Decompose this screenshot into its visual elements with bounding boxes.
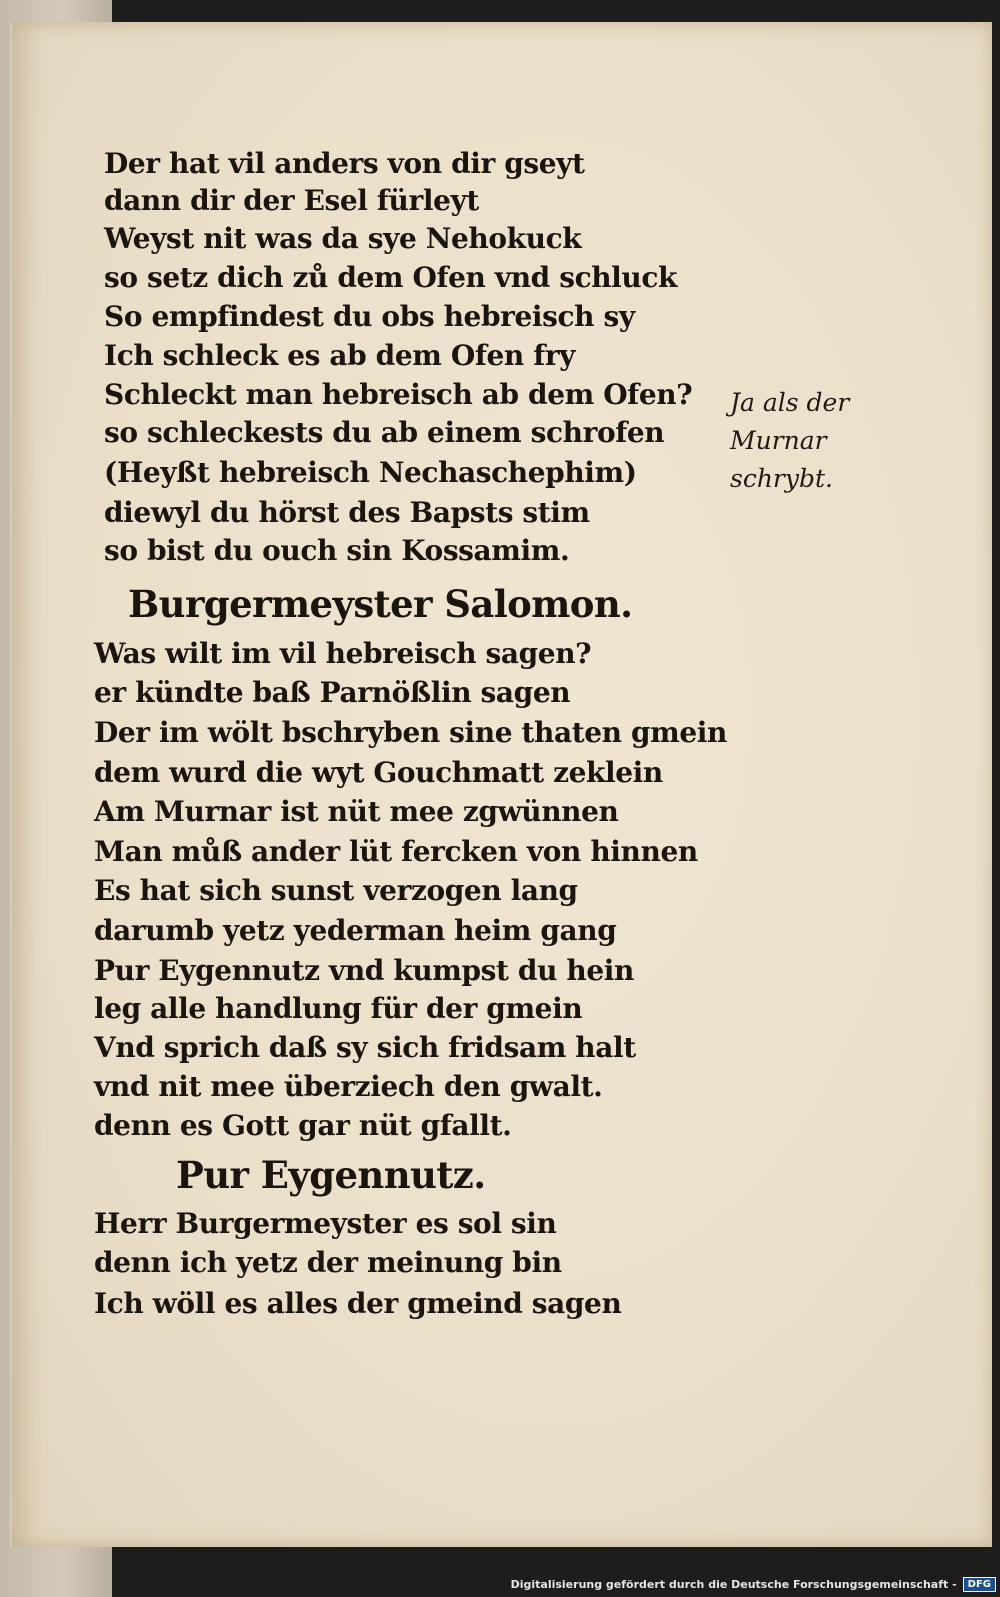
marginal-note-line: Murnar — [730, 426, 827, 455]
text-line: Schleckt man hebreisch ab dem Ofen? — [104, 378, 693, 411]
text-line: So empfindest du obs hebreisch sy — [104, 300, 635, 333]
text-line: vnd nit mee überziech den gwalt. — [94, 1070, 603, 1103]
text-line: Pur Eygennutz vnd kumpst du hein — [94, 954, 634, 987]
marginal-note-line: schrybt. — [730, 464, 834, 493]
text-line: denn ich yetz der meinung bin — [94, 1246, 562, 1279]
text-line: dem wurd die wyt Gouchmatt zeklein — [94, 756, 663, 789]
text-line: Ich wöll es alles der gmeind sagen — [94, 1287, 622, 1320]
digitization-credit — [511, 1573, 996, 1595]
text-line: so bist du ouch sin Kossamim. — [104, 534, 570, 567]
speaker-heading: Pur Eygennutz. — [176, 1153, 486, 1197]
text-line: er kündte baß Parnößlin sagen — [94, 676, 571, 709]
text-line: Es hat sich sunst verzogen lang — [94, 874, 578, 907]
text-line: Der im wölt bschryben sine thaten gmein — [94, 716, 727, 749]
text-line: Der hat vil anders von dir gseyt — [104, 147, 585, 180]
text-line: Man můß ander lüt fercken von hinnen — [94, 835, 698, 868]
text-line: dann dir der Esel fürleyt — [104, 184, 479, 217]
text-line: Vnd sprich daß sy sich fridsam halt — [94, 1031, 636, 1064]
text-line: Was wilt im vil hebreisch sagen? — [94, 637, 592, 670]
book-page — [10, 22, 992, 1547]
main-text — [12, 22, 732, 1352]
text-line: Am Murnar ist nüt mee zgwünnen — [94, 795, 619, 828]
text-line: leg alle handlung für der gmein — [94, 992, 583, 1025]
text-line: Ich schleck es ab dem Ofen fry — [104, 339, 576, 372]
text-line: (Heyßt hebreisch Nechaschephim) — [104, 456, 637, 489]
dfg-logo: DFG — [963, 1577, 996, 1592]
credit-text: Digitalisierung gefördert durch die Deutsche Forschungsgemeinschaft - — [510, 1577, 957, 1591]
text-line: Herr Burgermeyster es sol sin — [94, 1207, 557, 1240]
speaker-heading: Burgermeyster Salomon. — [128, 582, 633, 626]
marginal-note — [730, 390, 910, 520]
text-line: denn es Gott gar nüt gfallt. — [94, 1109, 512, 1142]
text-line: diewyl du hörst des Bapsts stim — [104, 496, 590, 529]
text-line: so schleckests du ab einem schrofen — [104, 416, 665, 449]
text-line: darumb yetz yederman heim gang — [94, 914, 617, 947]
marginal-note-line: Ja als der — [730, 388, 850, 417]
text-line: Weyst nit was da sye Nehokuck — [104, 222, 582, 255]
text-line: so setz dich zů dem Ofen vnd schluck — [104, 261, 678, 294]
